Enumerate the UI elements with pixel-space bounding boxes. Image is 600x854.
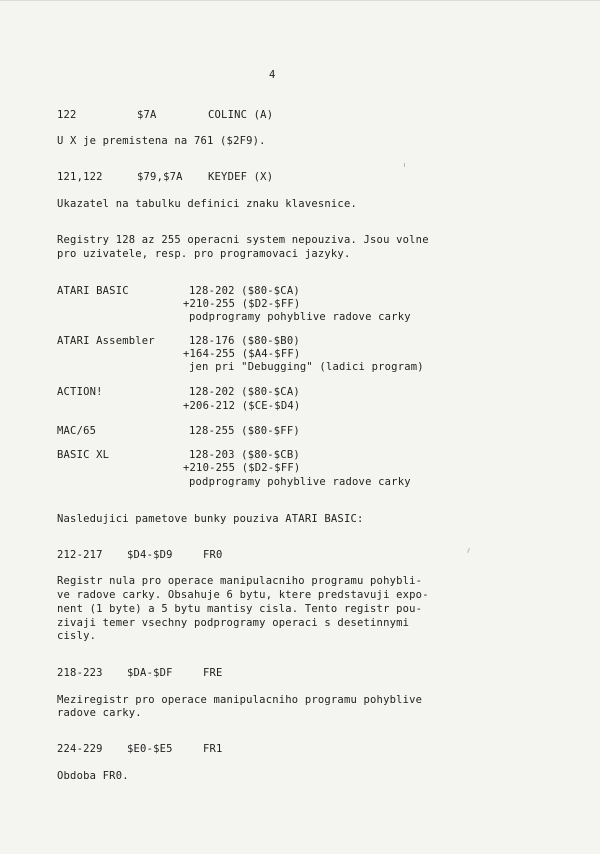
- colinc-decimal: 122: [57, 109, 77, 121]
- language-range: 128-202 ($80-$CA): [189, 386, 300, 398]
- fre-desc-line: Meziregistr pro operace manipulacniho programu pohyblive: [57, 694, 423, 706]
- language-name: ATARI BASIC: [57, 285, 129, 297]
- colinc-name: COLINC (A): [208, 109, 274, 121]
- fr0-hex: $D4-$D9: [127, 549, 173, 561]
- colinc-hex: $7A: [137, 109, 157, 121]
- fr1-hex: $E0-$E5: [127, 743, 173, 755]
- language-range: +210-255 ($D2-$FF): [183, 298, 301, 310]
- language-name: ATARI Assembler: [57, 335, 155, 347]
- language-name: MAC/65: [57, 425, 97, 437]
- language-name: ACTION!: [57, 386, 103, 398]
- fre-range: 218-223: [57, 667, 103, 679]
- language-note: jen pri "Debugging" (ladici program): [189, 361, 424, 373]
- registry-line-1: Registry 128 az 255 operacni system nepouziva. Jsou volne: [57, 234, 429, 246]
- scan-mark: [404, 163, 405, 167]
- language-note: podprogramy pohyblive radove carky: [189, 311, 411, 323]
- language-name: BASIC XL: [57, 449, 110, 461]
- fre-desc-line: radove carky.: [57, 707, 142, 719]
- language-range: 128-203 ($80-$CB): [189, 449, 300, 461]
- language-note: podprogramy pohyblive radove carky: [189, 476, 411, 488]
- keydef-hex: $79,$7A: [137, 171, 183, 183]
- fr0-name: FR0: [203, 549, 223, 561]
- language-range: +164-255 ($A4-$FF): [183, 348, 301, 360]
- fr1-range: 224-229: [57, 743, 103, 755]
- keydef-name: KEYDEF (X): [208, 171, 274, 183]
- keydef-decimal: 121,122: [57, 171, 103, 183]
- language-range: +206-212 ($CE-$D4): [183, 400, 301, 412]
- registry-line-2: pro uzivatele, resp. pro programovaci jazyky.: [57, 248, 351, 260]
- page-number: 4: [269, 69, 276, 81]
- fr0-desc-line: zivaji temer vsechny podprogramy operaci s desetinnymi: [57, 617, 410, 629]
- language-range: +210-255 ($D2-$FF): [183, 462, 301, 474]
- fre-name: FRE: [203, 667, 223, 679]
- fr1-desc-line: Obdoba FR0.: [57, 770, 129, 782]
- fr0-desc-line: ve radove carky. Obsahuje 6 bytu, ktere predstavuji expo-: [57, 589, 429, 601]
- language-range: 128-202 ($80-$CA): [189, 285, 300, 297]
- fr0-desc-line: Registr nula pro operace manipulacniho programu pohybli-: [57, 575, 423, 587]
- keydef-description: Ukazatel na tabulku definici znaku klavesnice.: [57, 198, 357, 210]
- fr0-range: 212-217: [57, 549, 103, 561]
- language-range: 128-176 ($80-$B0): [189, 335, 300, 347]
- fr0-desc-line: cisly.: [57, 630, 97, 642]
- fr1-name: FR1: [203, 743, 223, 755]
- scan-edge: [0, 0, 600, 1]
- basic-intro: Nasledujici pametove bunky pouziva ATARI BASIC:: [57, 513, 364, 525]
- scan-mark: [467, 548, 470, 553]
- fr0-desc-line: nent (1 byte) a 5 bytu mantisy cisla. Tento registr pou-: [57, 603, 423, 615]
- colinc-description: U X je premistena na 761 ($2F9).: [57, 135, 266, 147]
- fre-hex: $DA-$DF: [127, 667, 173, 679]
- language-range: 128-255 ($80-$FF): [189, 425, 300, 437]
